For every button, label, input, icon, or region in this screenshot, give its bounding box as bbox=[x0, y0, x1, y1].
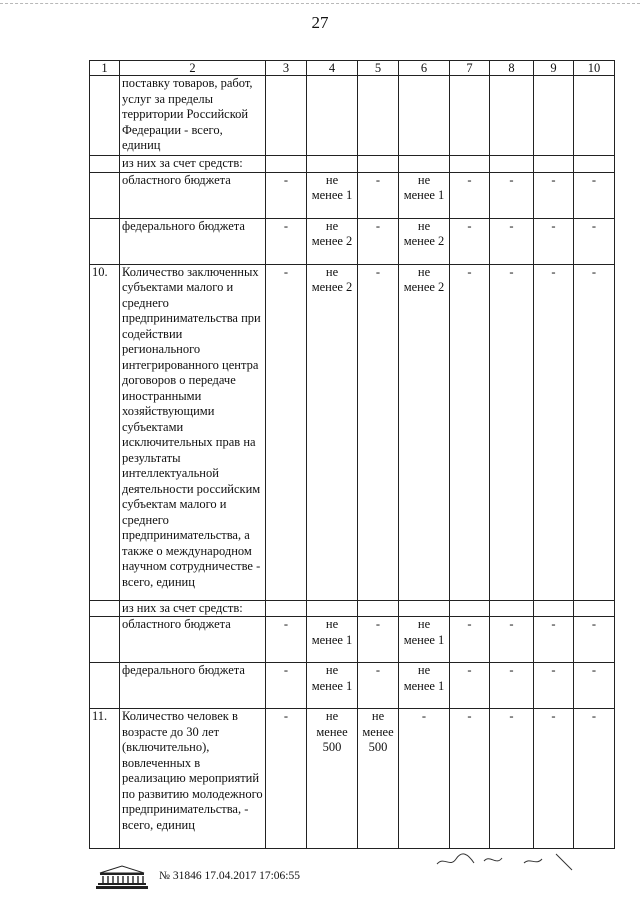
value-cell: - bbox=[266, 172, 307, 218]
value-cell: - bbox=[358, 264, 399, 600]
column-header: 8 bbox=[490, 61, 534, 76]
top-edge-line bbox=[0, 3, 640, 4]
row-label: Количество человек в возрасте до 30 лет (включительно), вовлеченных в реализацию мероприятий по развитию молодежного предпринимательства, - всего, единиц bbox=[120, 709, 266, 849]
row-number: 10. bbox=[90, 264, 120, 600]
value-cell: - bbox=[450, 172, 490, 218]
value-cell: - bbox=[266, 709, 307, 849]
registry-building-logo-icon bbox=[92, 864, 152, 890]
value-cell: не менее 2 bbox=[399, 264, 450, 600]
row-number bbox=[90, 600, 120, 617]
value-cell: - bbox=[450, 709, 490, 849]
table-row bbox=[90, 76, 615, 156]
value-cell: - bbox=[574, 172, 615, 218]
row-number bbox=[90, 617, 120, 663]
header-row bbox=[90, 61, 615, 76]
page-number: 27 bbox=[311, 13, 329, 32]
table-row bbox=[90, 264, 615, 600]
value-cell bbox=[399, 76, 450, 156]
value-cell: - bbox=[490, 709, 534, 849]
page-footer bbox=[92, 864, 612, 894]
row-number bbox=[90, 218, 120, 264]
column-header: 1 bbox=[90, 61, 120, 76]
value-cell bbox=[450, 76, 490, 156]
table-row bbox=[90, 218, 615, 264]
row-number bbox=[90, 663, 120, 709]
value-cell bbox=[358, 76, 399, 156]
value-cell: не менее 1 bbox=[399, 617, 450, 663]
value-cell: - bbox=[574, 218, 615, 264]
value-cell: - bbox=[534, 663, 574, 709]
value-cell bbox=[534, 76, 574, 156]
row-number bbox=[90, 76, 120, 156]
value-cell: - bbox=[450, 218, 490, 264]
value-cell: - bbox=[534, 709, 574, 849]
value-cell: не менее 2 bbox=[307, 218, 358, 264]
value-cell: - bbox=[266, 264, 307, 600]
subheader-row bbox=[90, 156, 615, 173]
column-header: 3 bbox=[266, 61, 307, 76]
value-cell bbox=[574, 76, 615, 156]
value-cell: - bbox=[490, 663, 534, 709]
value-cell: не менее 1 bbox=[399, 172, 450, 218]
value-cell: не менее 500 bbox=[307, 709, 358, 849]
row-label: областного бюджета bbox=[120, 617, 266, 663]
value-cell: - bbox=[450, 663, 490, 709]
value-cell: - bbox=[490, 172, 534, 218]
value-cell: - bbox=[490, 218, 534, 264]
value-cell: - bbox=[534, 218, 574, 264]
value-cell: - bbox=[574, 264, 615, 600]
value-cell: - bbox=[534, 264, 574, 600]
value-cell: не менее 1 bbox=[307, 172, 358, 218]
column-header: 9 bbox=[534, 61, 574, 76]
column-header: 5 bbox=[358, 61, 399, 76]
value-cell: не менее 1 bbox=[399, 663, 450, 709]
value-cell: - bbox=[450, 617, 490, 663]
value-cell: - bbox=[490, 264, 534, 600]
value-cell: - bbox=[266, 617, 307, 663]
column-header: 2 bbox=[120, 61, 266, 76]
indicators-table bbox=[89, 60, 615, 849]
row-number bbox=[90, 172, 120, 218]
value-cell: - bbox=[266, 663, 307, 709]
subheader-label: из них за счет средств: bbox=[120, 600, 266, 617]
value-cell: - bbox=[399, 709, 450, 849]
value-cell: - bbox=[266, 218, 307, 264]
value-cell: не менее 500 bbox=[358, 709, 399, 849]
value-cell: не менее 1 bbox=[307, 617, 358, 663]
value-cell: - bbox=[450, 264, 490, 600]
column-header: 10 bbox=[574, 61, 615, 76]
column-header: 6 bbox=[399, 61, 450, 76]
value-cell bbox=[307, 76, 358, 156]
handwritten-mark-icon bbox=[432, 842, 592, 872]
value-cell: - bbox=[490, 617, 534, 663]
value-cell: - bbox=[534, 172, 574, 218]
column-header: 7 bbox=[450, 61, 490, 76]
value-cell: - bbox=[358, 617, 399, 663]
table-row bbox=[90, 172, 615, 218]
value-cell: не менее 1 bbox=[307, 663, 358, 709]
value-cell: - bbox=[358, 218, 399, 264]
value-cell: - bbox=[574, 709, 615, 849]
registration-stamp: № 31846 17.04.2017 17:06:55 bbox=[159, 870, 300, 882]
table-row bbox=[90, 663, 615, 709]
value-cell: - bbox=[358, 172, 399, 218]
value-cell: - bbox=[574, 663, 615, 709]
row-label: федерального бюджета bbox=[120, 218, 266, 264]
subheader-label: из них за счет средств: bbox=[120, 156, 266, 173]
table-row bbox=[90, 709, 615, 849]
value-cell: - bbox=[534, 617, 574, 663]
subheader-row bbox=[90, 600, 615, 617]
value-cell: не менее 2 bbox=[307, 264, 358, 600]
value-cell: не менее 2 bbox=[399, 218, 450, 264]
row-label: областного бюджета bbox=[120, 172, 266, 218]
value-cell bbox=[266, 76, 307, 156]
row-label: поставку товаров, работ, услуг за пределы территории Российской Федерации - всего, единиц bbox=[120, 76, 266, 156]
row-number: 11. bbox=[90, 709, 120, 849]
column-header: 4 bbox=[307, 61, 358, 76]
row-label: федерального бюджета bbox=[120, 663, 266, 709]
row-number bbox=[90, 156, 120, 173]
table-row bbox=[90, 617, 615, 663]
row-label: Количество заключенных субъектами малого и среднего предпринимательства при содействии регионального интегрированного центра договоров о передаче иностранными хозяйствующими субъектами исключительных прав на результаты интеллектуальной деятельности российским субъектам малого и среднего предпринимательства, а также о международном научном сотрудничестве - всего, единиц bbox=[120, 264, 266, 600]
value-cell bbox=[490, 76, 534, 156]
value-cell: - bbox=[358, 663, 399, 709]
value-cell: - bbox=[574, 617, 615, 663]
